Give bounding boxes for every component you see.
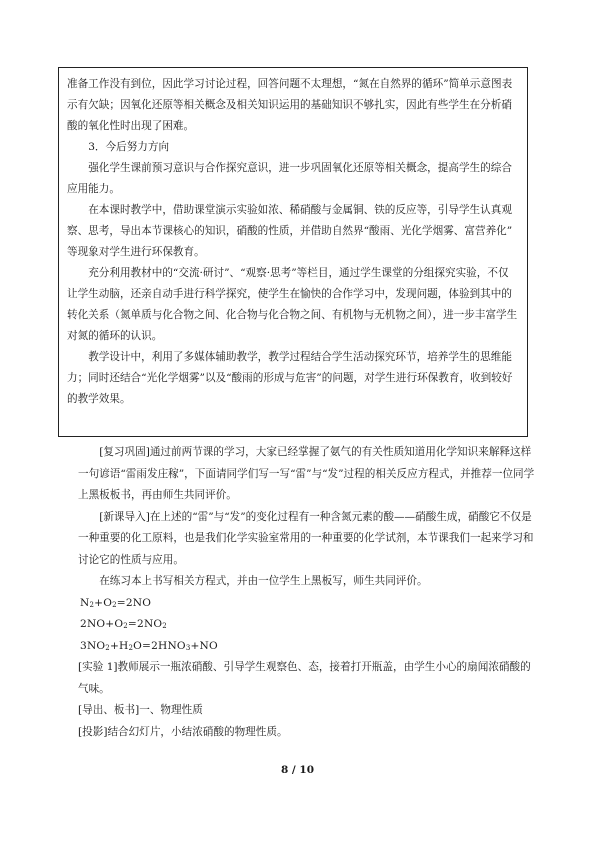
reflection-box [58,67,528,437]
section-heading: 3．今后努力方向 [88,141,170,153]
board-heading: [导出、板书]一、物理性质 [78,704,203,716]
paragraph: 强化学生课前预习意识与合作探究意识，进一步巩固氧化还原等相关概念，提高学生的综合应用能力。 [67,162,512,195]
paragraph: 在本课时教学中，借助课堂演示实验如浓、稀硝酸与金属铜、铁的反应等，引导学生认真观察、思考，导出本节课核心的知识，硝酸的性质，并借助自然界“酸雨、光化学烟雾、富营养化” 等现象对学生进行环保教育。 [67,204,513,258]
paragraph: 充分利用教材中的“交流·研讨”、“观察·思考”等栏目，通过学生课堂的分组探究实验，不仅让学生动脑，还亲自动手进行科学探究，使学生在愉快的合作学习中，发现问题，体验到其中的转化关系（氮单质与化合物之间、化合物与化合物之间、有机物与无机物之间），进一步丰富学生对氮的循环的认识。 [67,267,518,342]
equation-1: $N_2+O_2=2NO$ [80,596,152,609]
practice-paragraph: 在练习本上书写相关方程式，并由一位学生上黑板写，师生共同评价。 [99,575,428,587]
paragraph: 准备工作没有到位，因此学习讨论过程，回答问题不太理想，“氮在自然界的循环”简单示意图表示有欠缺；因氧化还原等相关概念及相关知识运用的基础知识不够扎实，因此有些学生在分析硝酸的氧化性时出现了困难。 [67,78,513,132]
page-number: 8 / 10 [280,764,315,776]
projection-paragraph: [投影]结合幻灯片，小结浓硝酸的物理性质。 [78,725,288,738]
paragraph: 教学设计中，利用了多媒体辅助教学，教学过程结合学生活动探究环节，培养学生的思维能力；同时还结合“光化学烟雾”以及“酸雨的形成与危害”的问题，对学生进行环保教育，收到较好的教学效果。 [67,351,513,405]
equation-2: $2NO+O_2=2NO_2$ [80,618,167,630]
equation-3: $3NO_2+H_2O=2HNO_3+NO$ [80,639,218,652]
review-paragraph: [复习巩固]通过前两节课的学习，大家已经掌握了氨气的有关性质知道用化学知识来解释这样一句谚语“雷雨发庄稼”，下面请同学们写一写“雷”与“发”过程的相关反应方程式，并推荐一位同学上黑板板书，再由师生共同评价。 [78,446,535,501]
lesson-body [78,442,538,743]
experiment-paragraph: [实验 1]教师展示一瓶浓硝酸、引导学生观察色、态，接着打开瓶盖，由学生小心的扇闻浓硝酸的气味。 [78,661,531,695]
intro-paragraph: [新课导入]在上述的“雷”与“发”的变化过程有一种含氮元素的酸——硝酸生成，硝酸它不仅是一种重要的化工原料，也是我们化学实验室常用的一种重要的化学试剂，本节课我们一起来学习和讨论它的性质与应用。 [78,510,534,566]
